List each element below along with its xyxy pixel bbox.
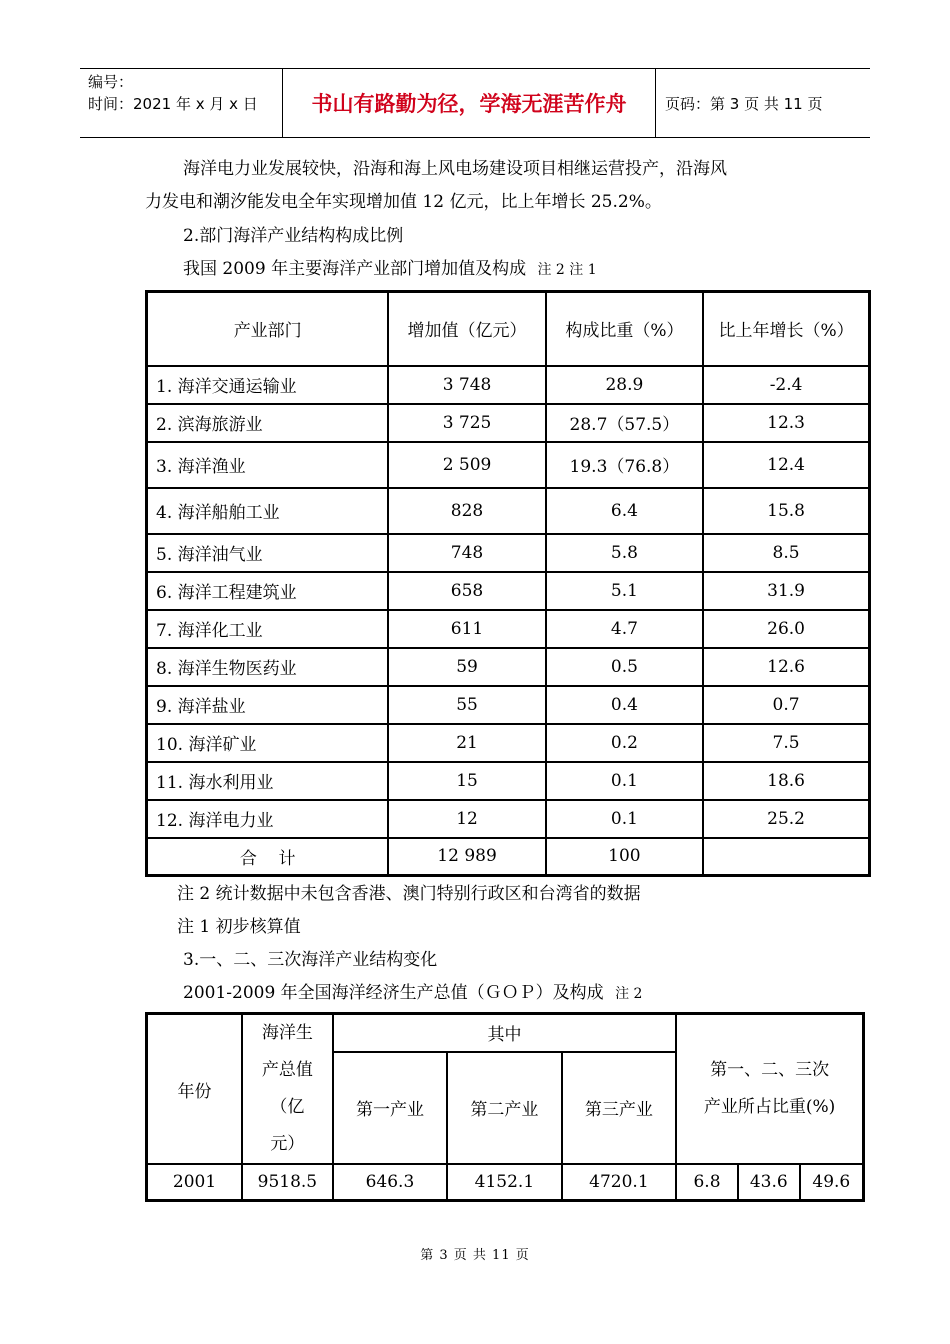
- table-cell: 5.8: [546, 534, 704, 572]
- table-cell: 49.6: [800, 1164, 864, 1200]
- table-cell: 43.6: [738, 1164, 800, 1200]
- table-2-header-share: [676, 1014, 863, 1165]
- header-meta: [80, 69, 282, 137]
- table-cell: 4720.1: [562, 1164, 677, 1200]
- table-1-caption-text: 我国 2009 年主要海洋产业部门增加值及构成: [183, 259, 527, 279]
- table-1-header-cell: 比上年增长（%）: [703, 292, 869, 366]
- table-cell: 合 计: [147, 838, 389, 876]
- table-cell: 26.0: [703, 610, 869, 648]
- table-cell: 12 989: [388, 838, 545, 876]
- header-page-number: 页码：第 3 页 共 11 页: [665, 94, 823, 113]
- table-cell: 100: [546, 838, 704, 876]
- table-2-caption: [183, 982, 642, 1005]
- table-cell: 28.9: [546, 366, 704, 404]
- table-cell: 0.1: [546, 762, 704, 800]
- table-total-row: [147, 838, 870, 876]
- table-cell: 31.9: [703, 572, 869, 610]
- table-cell: 6. 海洋工程建筑业: [147, 572, 389, 610]
- table-cell: 7. 海洋化工业: [147, 610, 389, 648]
- table-cell: 12. 海洋电力业: [147, 800, 389, 838]
- table-2-header-gop-line: 元）: [270, 1134, 305, 1154]
- table-row: [147, 648, 870, 686]
- table-cell: 8. 海洋生物医药业: [147, 648, 389, 686]
- table-2-header-gop: [242, 1014, 333, 1165]
- table-cell: [703, 838, 869, 876]
- table-2-caption-note: 注 2: [615, 986, 643, 1002]
- table-cell: 15: [388, 762, 545, 800]
- table-cell: 3 725: [388, 404, 545, 442]
- table-cell: -2.4: [703, 366, 869, 404]
- table-cell: 6.4: [546, 488, 704, 534]
- header-motto: 书山有路勤为径，学海无涯苦作舟: [282, 69, 656, 137]
- table-2-header-gop-line: 产总值: [261, 1060, 313, 1080]
- table-1: [145, 290, 871, 877]
- table-cell: 658: [388, 572, 545, 610]
- table-cell: 11. 海水利用业: [147, 762, 389, 800]
- table-2-header-primary: 第一产业: [333, 1052, 447, 1164]
- table-cell: 2001: [147, 1164, 243, 1200]
- table-row: [147, 488, 870, 534]
- table-cell: 10. 海洋矿业: [147, 724, 389, 762]
- section-2-heading: 2.部门海洋产业结构构成比例: [183, 226, 404, 246]
- table-2-header-secondary: 第二产业: [447, 1052, 562, 1164]
- table-cell: 55: [388, 686, 545, 724]
- table-cell: 25.2: [703, 800, 869, 838]
- table-cell: 9. 海洋盐业: [147, 686, 389, 724]
- table-2-header-share-line: 产业所占比重(%): [703, 1097, 836, 1117]
- table-1-caption-note: 注 2 注 1: [537, 262, 597, 278]
- table-2-header-gop-line: （亿: [270, 1097, 305, 1117]
- paragraph-line-1: 海洋电力业发展较快，沿海和海上风电场建设项目相继运营投产，沿海风: [183, 159, 727, 179]
- table-1-header-cell: 构成比重（%）: [546, 292, 704, 366]
- table-row: [147, 610, 870, 648]
- table-cell: 12.4: [703, 442, 869, 488]
- paragraph-line-2: 力发电和潮汐能发电全年实现增加值 12 亿元，比上年增长 25.2%。: [145, 192, 662, 212]
- table-cell: 0.7: [703, 686, 869, 724]
- table-1-header-cell: 增加值（亿元）: [388, 292, 545, 366]
- table-cell: 4. 海洋船舶工业: [147, 488, 389, 534]
- table-row: [147, 1164, 864, 1200]
- table-cell: 15.8: [703, 488, 869, 534]
- table-2-header-row: [147, 1014, 864, 1052]
- table-row: [147, 442, 870, 488]
- table-cell: 0.4: [546, 686, 704, 724]
- table-cell: 2 509: [388, 442, 545, 488]
- table-2-header-share-line: 第一、二、三次: [710, 1060, 830, 1080]
- table-cell: 4152.1: [447, 1164, 562, 1200]
- table-row: [147, 724, 870, 762]
- table-cell: 18.6: [703, 762, 869, 800]
- table-2-header-gop-line: 海洋生: [261, 1023, 313, 1043]
- table-cell: 28.7（57.5）: [546, 404, 704, 442]
- table-cell: 8.5: [703, 534, 869, 572]
- section-3-heading: 3.一、二、三次海洋产业结构变化: [183, 950, 438, 970]
- table-row: [147, 366, 870, 404]
- table-row: [147, 404, 870, 442]
- table-cell: 2. 滨海旅游业: [147, 404, 389, 442]
- table-cell: 0.1: [546, 800, 704, 838]
- table-cell: 646.3: [333, 1164, 447, 1200]
- table-cell: 12.6: [703, 648, 869, 686]
- table-cell: 6.8: [676, 1164, 738, 1200]
- table-2: [145, 1012, 865, 1202]
- table-1-caption: [183, 258, 597, 281]
- table-cell: 611: [388, 610, 545, 648]
- table-2-header-year: 年份: [147, 1014, 243, 1165]
- table-2-caption-text: 2001-2009 年全国海洋经济生产总值（ＧＯＰ）及构成: [183, 983, 604, 1003]
- table-1-header-cell: 产业部门: [147, 292, 389, 366]
- table-cell: 59: [388, 648, 545, 686]
- table-cell: 4.7: [546, 610, 704, 648]
- table-cell: 7.5: [703, 724, 869, 762]
- table-cell: 9518.5: [242, 1164, 333, 1200]
- page-footer: 第 3 页 共 11 页: [420, 1248, 530, 1263]
- document-number-label: 编号：: [88, 73, 134, 91]
- table-2-header-of-which: 其中: [333, 1014, 676, 1052]
- table-cell: 748: [388, 534, 545, 572]
- table-cell: 5. 海洋油气业: [147, 534, 389, 572]
- table-cell: 12.3: [703, 404, 869, 442]
- table-row: [147, 534, 870, 572]
- table-row: [147, 572, 870, 610]
- table-cell: 3. 海洋渔业: [147, 442, 389, 488]
- table-cell: 19.3（76.8）: [546, 442, 704, 488]
- table-cell: 3 748: [388, 366, 545, 404]
- note-1: 注 1 初步核算值: [177, 917, 301, 937]
- table-row: [147, 762, 870, 800]
- table-cell: 5.1: [546, 572, 704, 610]
- table-cell: 1. 海洋交通运输业: [147, 366, 389, 404]
- page-header: [80, 68, 870, 138]
- table-row: [147, 800, 870, 838]
- table-row: [147, 686, 870, 724]
- table-1-header-row: [147, 292, 870, 366]
- document-time-label: 时间：2021 年 x 月 x 日: [88, 95, 258, 113]
- note-2: 注 2 统计数据中未包含香港、澳门特别行政区和台湾省的数据: [177, 884, 641, 904]
- table-cell: 12: [388, 800, 545, 838]
- table-cell: 0.2: [546, 724, 704, 762]
- table-cell: 828: [388, 488, 545, 534]
- table-cell: 21: [388, 724, 545, 762]
- table-cell: 0.5: [546, 648, 704, 686]
- table-2-header-tertiary: 第三产业: [562, 1052, 677, 1164]
